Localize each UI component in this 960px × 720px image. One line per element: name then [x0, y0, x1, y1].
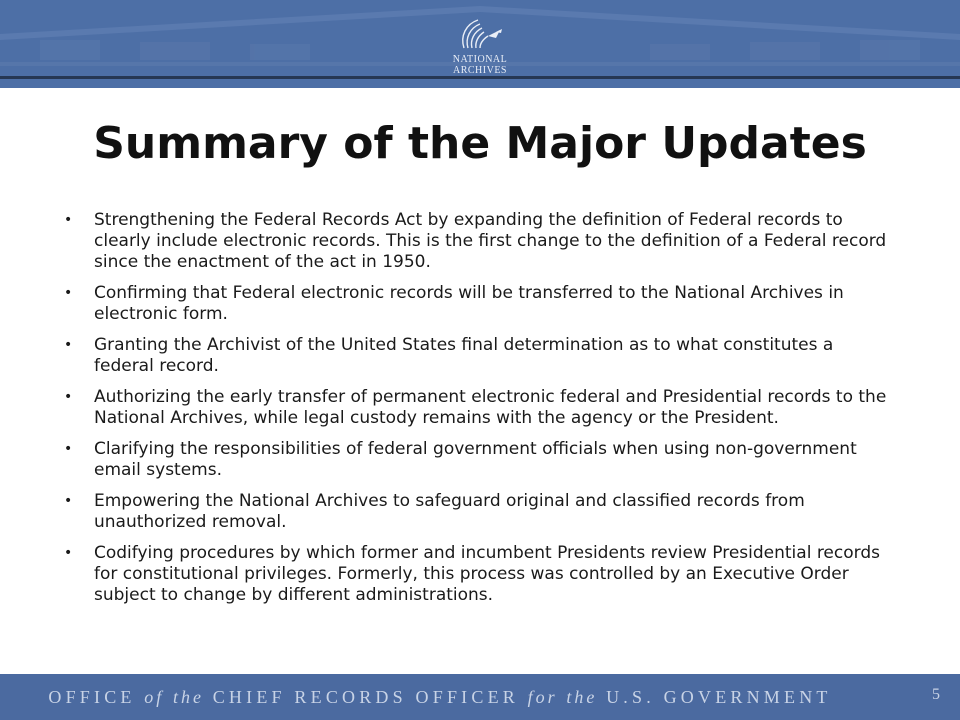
bullet-text: Strengthening the Federal Records Act by expanding the definition of Federal records to clearly include electronic records. This is the first change to the definition of a Federal record since the enactment of the act in 1950.: [94, 210, 887, 272]
bullet-list: [64, 210, 894, 616]
bullet-glyph: •: [64, 441, 73, 457]
bullet-item: [64, 210, 894, 273]
bullet-text: Empowering the National Archives to safeguard original and classified records from unauthorized removal.: [94, 491, 805, 532]
bullet-item: [64, 543, 894, 606]
bullet-glyph: •: [64, 212, 73, 228]
bullet-text: Confirming that Federal electronic records will be transferred to the National Archives in electronic form.: [94, 283, 844, 324]
bullet-glyph: •: [64, 545, 73, 561]
logo-text-line2: ARCHIVES: [452, 65, 507, 76]
footer-band: [0, 674, 960, 720]
footer-word: U.S. GOVERNMENT: [606, 687, 832, 707]
bullet-text: Codifying procedures by which former and incumbent Presidents review Presidential records for constitutional privileges. Formerly, this process was controlled by an Executive Order subject to change by different administrations.: [94, 543, 880, 605]
footer-office-banner: [0, 687, 880, 708]
footer-word: the: [173, 687, 205, 707]
footer-word: of: [144, 687, 165, 707]
slide-title: Summary of the Major Updates: [93, 118, 867, 169]
footer-word: for: [527, 687, 558, 707]
bullet-item: [64, 439, 894, 481]
bullet-item: [64, 335, 894, 377]
bullet-item: [64, 283, 894, 325]
national-archives-logo: [430, 14, 530, 80]
footer-word: CHIEF RECORDS OFFICER: [212, 687, 519, 707]
header-band: [0, 0, 960, 88]
bullet-glyph: •: [64, 337, 73, 353]
bullet-glyph: •: [64, 389, 73, 405]
eagle-emblem-icon: [430, 14, 530, 54]
bullet-glyph: •: [64, 285, 73, 301]
footer-word: OFFICE: [48, 687, 136, 707]
page-number: 5: [932, 686, 940, 703]
bullet-item: [64, 491, 894, 533]
logo-text-line1: NATIONAL: [452, 54, 508, 65]
bullet-text: Clarifying the responsibilities of federal government officials when using non-government email systems.: [94, 439, 857, 480]
bullet-item: [64, 387, 894, 429]
bullet-glyph: •: [64, 493, 73, 509]
footer-word: the: [566, 687, 598, 707]
bullet-text: Authorizing the early transfer of permanent electronic federal and Presidential records to the National Archives, while legal custody remains with the agency or the President.: [94, 387, 887, 428]
bullet-text: Granting the Archivist of the United States final determination as to what constitutes a federal record.: [94, 335, 834, 376]
